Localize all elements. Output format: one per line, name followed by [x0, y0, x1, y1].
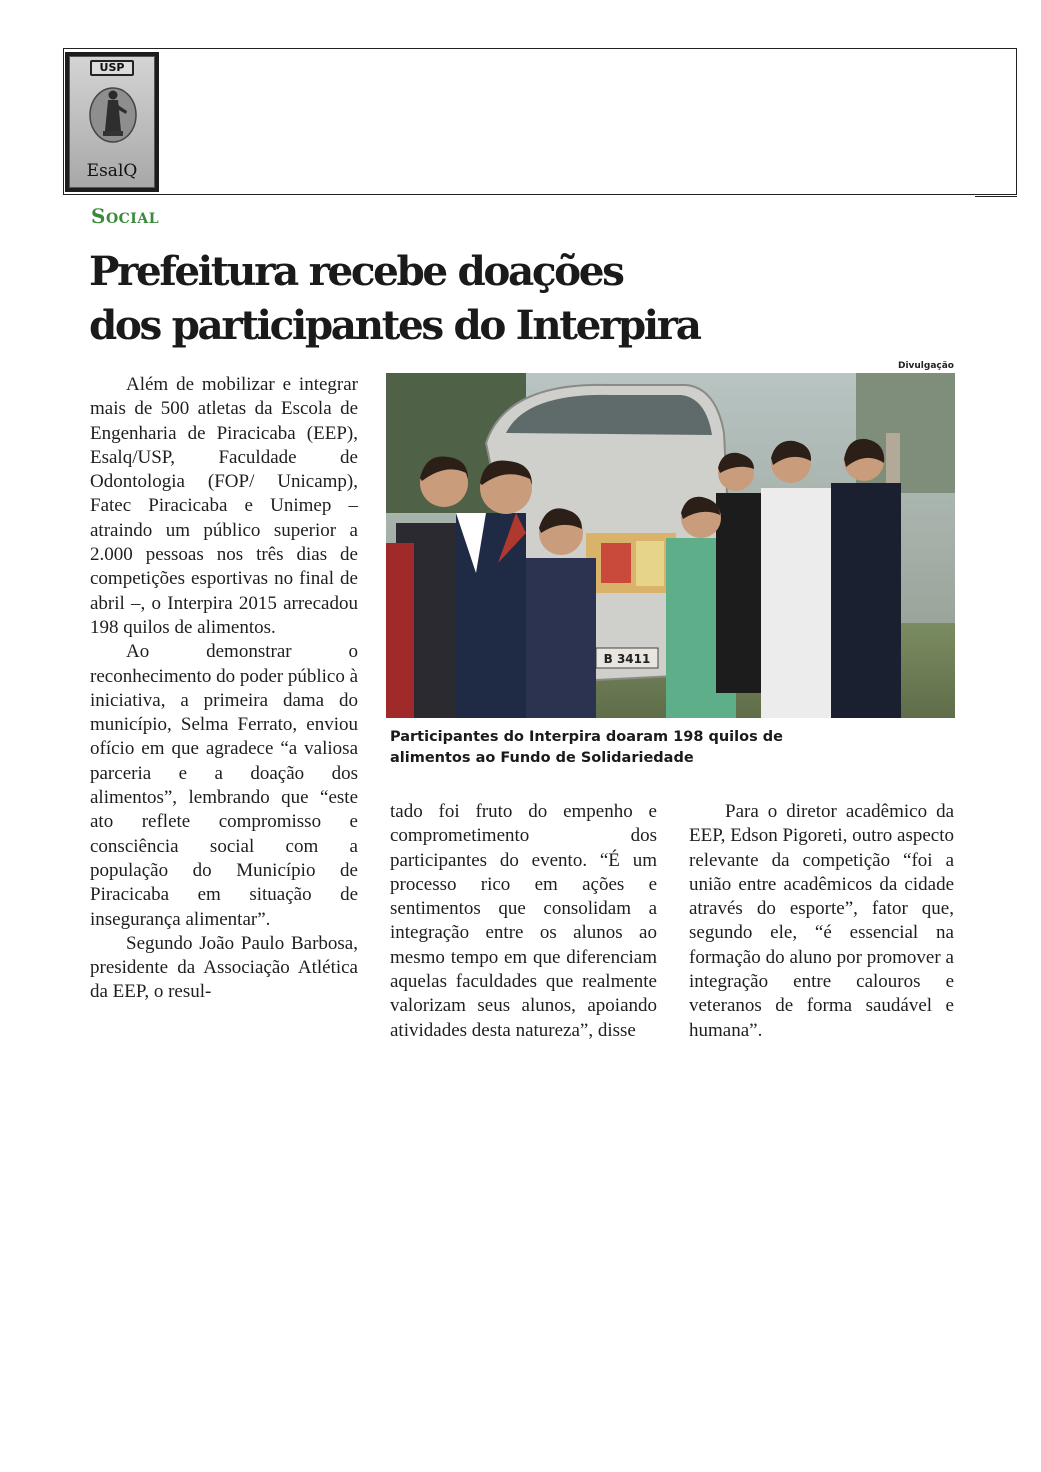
header-frame	[63, 48, 1017, 195]
photo-credit: Divulgação	[897, 361, 954, 371]
headline-line-2: dos participantes do Interpira	[89, 301, 700, 349]
paragraph-3-continued: tado foi fruto do empenho e comprometimento dos participantes do evento. “É um processo rico em ações e sentimentos que consolidam a integração entre os alunos ao mesmo tempo em que diferenciam aquelas faculdades que realmente valorizam seus alunos, apoiando atividades desta natureza”, disse	[390, 801, 657, 1041]
paragraph-2: Ao demonstrar o reconhecimento do poder público à iniciativa, a primeira dama do município, Selma Ferrato, enviou ofício em que agradece “a valiosa parceria e a doação dos alimentos”, lembrando que “este ato reflete compromisso e consciência social com a população do Município de Piracicaba em situação de insegurança alimentar”.	[90, 641, 359, 930]
logo-usp-text: USP	[90, 60, 134, 76]
headline-line-1: Prefeitura recebe doações	[89, 247, 623, 295]
paragraph-1: Além de mobilizar e integrar mais de 500 atletas da Escola de Engenharia de Piracicaba (EEP), Esalq/USP, Faculdade de Odontologia (FOP/ Unicamp), Fatec Piracicaba e Unimep – atraindo um público superior a 2.000 pessoas nos três dias de competições esportivas no final de abril –, o Interpira 2015 arrecadou 198 quilos de alimentos.	[90, 374, 358, 638]
photo-caption	[390, 727, 950, 769]
header-underline	[975, 196, 1017, 197]
caption-line-1: Participantes do Interpira doaram 198 quilos de	[390, 729, 783, 745]
article-photo	[386, 373, 955, 718]
paragraph-3: Segundo João Paulo Barbosa, presidente da Associação Atlética da EEP, o resul-	[90, 932, 358, 1003]
article-column-2	[390, 800, 657, 1043]
logo-esalq-text: EsalQ	[86, 161, 138, 181]
article-column-3	[689, 800, 954, 1043]
group-photo-illustration	[386, 373, 955, 718]
esalq-logo	[65, 52, 159, 192]
license-plate: B 3411	[603, 652, 651, 666]
section-kicker: Social	[91, 204, 160, 228]
logo-panel	[69, 56, 155, 188]
caption-line-2: alimentos ao Fundo de Solidariedade	[390, 750, 694, 766]
article-headline	[89, 244, 789, 352]
article-column-1	[90, 373, 358, 1005]
paragraph-4: Para o diretor acadêmico da EEP, Edson Pigoreti, outro aspecto relevante da competição “foi a união entre acadêmicos da cidade através do esporte”, fator que, segundo ele, “é essencial na formação do aluno por promover a integração entre calouros e veteranos de forma saudável e humana”.	[689, 801, 954, 1041]
logo-statue-icon	[87, 81, 139, 143]
